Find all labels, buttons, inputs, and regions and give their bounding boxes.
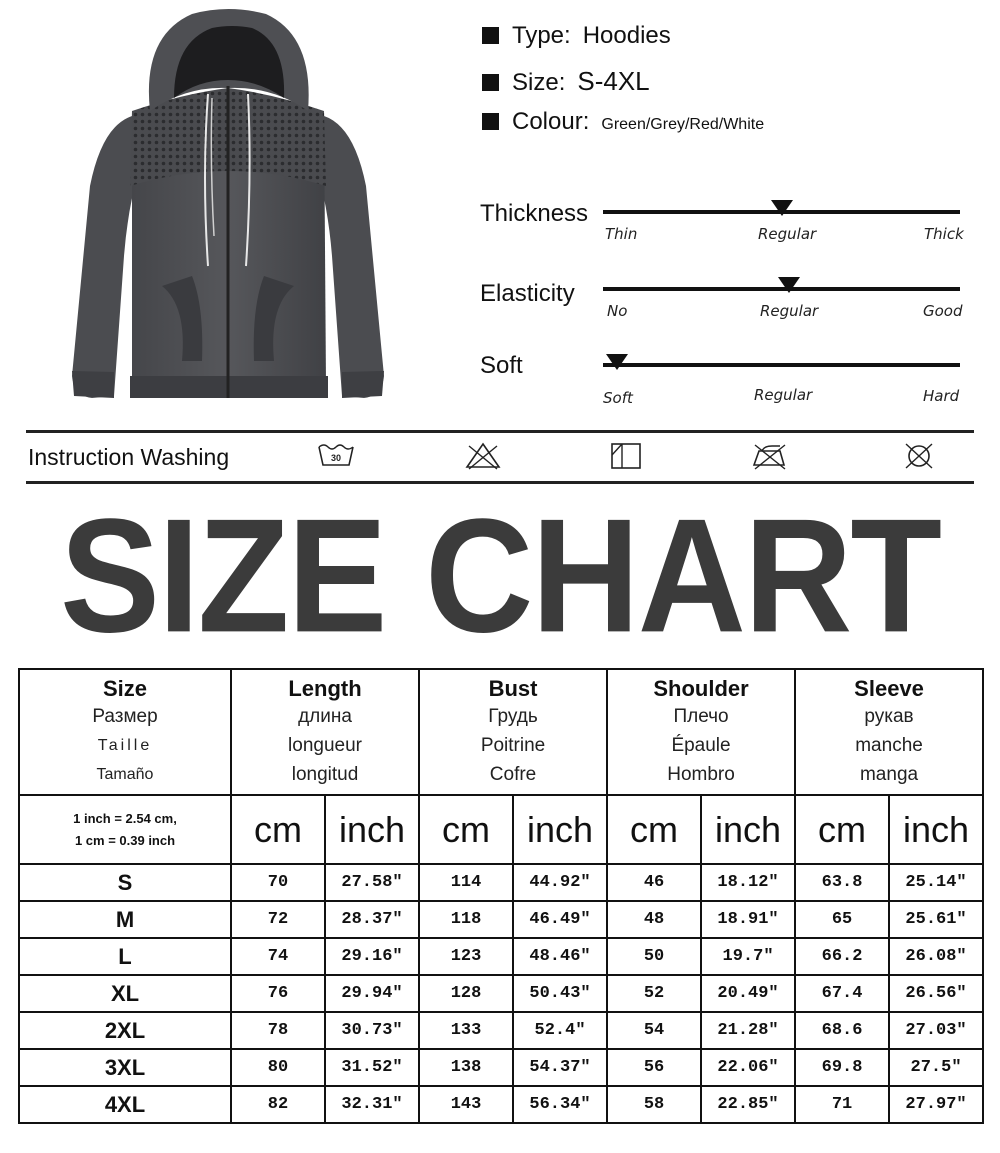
header-length-en: Length	[288, 676, 362, 701]
bullet-square-icon	[482, 113, 499, 130]
table-row	[19, 864, 983, 901]
measurement-cell: 65	[795, 901, 889, 938]
header-bust-ru: Грудь	[488, 706, 538, 727]
measurement-cell: 67.4	[795, 975, 889, 1012]
size-label-cell: L	[19, 938, 231, 975]
unit-conversion-note	[19, 795, 231, 864]
measurement-cell: 66.2	[795, 938, 889, 975]
measurement-cell: 27.97"	[889, 1086, 983, 1123]
thickness-mid-label: Regular	[758, 225, 817, 243]
measurement-cell: 22.06"	[701, 1049, 795, 1086]
soft-high-label: Hard	[923, 387, 960, 405]
measurement-cell: 31.52"	[325, 1049, 419, 1086]
size-chart-table	[18, 668, 984, 1124]
measurement-cell: 123	[419, 938, 513, 975]
spec-size-label: Size:	[512, 69, 566, 96]
measurement-cell: 63.8	[795, 864, 889, 901]
header-sleeve-ru: рукав	[864, 706, 914, 727]
measurement-cell: 72	[231, 901, 325, 938]
measurement-cell: 118	[419, 901, 513, 938]
table-row	[19, 901, 983, 938]
dry-flat-icon	[606, 441, 646, 471]
table-row	[19, 1012, 983, 1049]
measurement-cell: 26.56"	[889, 975, 983, 1012]
conversion-inch-to-cm: 1 inch = 2.54 cm,	[73, 810, 177, 826]
header-size-ru: Размер	[92, 706, 158, 727]
thickness-high-label: Thick	[924, 225, 964, 243]
measurement-cell: 70	[231, 864, 325, 901]
spec-size	[482, 66, 650, 97]
measurement-cell: 32.31"	[325, 1086, 419, 1123]
header-sleeve-fr: manche	[855, 735, 923, 756]
measurement-cell: 56	[607, 1049, 701, 1086]
soft-scale-line	[603, 363, 960, 367]
header-size-es: Tamaño	[96, 766, 154, 783]
bullet-square-icon	[482, 74, 499, 91]
measurement-cell: 30.73"	[325, 1012, 419, 1049]
size-label-cell: S	[19, 864, 231, 901]
measurement-cell: 25.14"	[889, 864, 983, 901]
conversion-cm-to-inch: 1 cm = 0.39 inch	[74, 832, 176, 848]
header-sleeve-es: manga	[859, 764, 919, 785]
header-shoulder-en: Shoulder	[653, 676, 749, 701]
measurement-cell: 68.6	[795, 1012, 889, 1049]
measurement-cell: 25.61"	[889, 901, 983, 938]
header-length	[231, 669, 419, 795]
measurement-cell: 48	[607, 901, 701, 938]
measurement-cell: 26.08"	[889, 938, 983, 975]
measurement-cell: 54.37"	[513, 1049, 607, 1086]
unit-cell: inch	[513, 795, 607, 864]
measurement-cell: 80	[231, 1049, 325, 1086]
measurement-cell: 74	[231, 938, 325, 975]
table-row	[19, 1086, 983, 1123]
elasticity-low-label: No	[607, 302, 628, 320]
spec-type-label: Type:	[512, 22, 571, 49]
thickness-low-label: Thin	[605, 225, 638, 243]
spec-type	[482, 22, 671, 50]
measurement-cell: 71	[795, 1086, 889, 1123]
measurement-cell: 27.58"	[325, 864, 419, 901]
thickness-title: Thickness	[480, 200, 589, 227]
spec-colour	[482, 108, 764, 136]
measurement-cell: 46	[607, 864, 701, 901]
bullet-square-icon	[482, 27, 499, 44]
size-label-cell: 2XL	[19, 1012, 231, 1049]
unit-cell: cm	[607, 795, 701, 864]
table-units-row	[19, 795, 983, 864]
header-shoulder-fr: Épaule	[671, 735, 731, 756]
header-size-en: Size	[102, 676, 148, 701]
measurement-cell: 18.12"	[701, 864, 795, 901]
washing-label: Instruction Washing	[28, 444, 230, 470]
header-length-es: longitud	[291, 764, 359, 785]
unit-cell: cm	[419, 795, 513, 864]
header-length-ru: длина	[298, 706, 352, 727]
wash-temp-text: 30	[330, 453, 342, 463]
measurement-cell: 133	[419, 1012, 513, 1049]
header-shoulder	[607, 669, 795, 795]
elasticity-title: Elasticity	[480, 280, 575, 307]
header-sleeve	[795, 669, 983, 795]
measurement-cell: 27.5"	[889, 1049, 983, 1086]
measurement-cell: 21.28"	[701, 1012, 795, 1049]
measurement-cell: 54	[607, 1012, 701, 1049]
washing-instructions-bar	[26, 430, 974, 484]
size-label-cell: M	[19, 901, 231, 938]
elasticity-mid-label: Regular	[760, 302, 819, 320]
header-bust-fr: Poitrine	[480, 735, 546, 756]
measurement-cell: 69.8	[795, 1049, 889, 1086]
measurement-cell: 82	[231, 1086, 325, 1123]
measurement-cell: 52.4"	[513, 1012, 607, 1049]
wash-30-icon	[316, 441, 356, 471]
header-shoulder-es: Hombro	[667, 764, 735, 785]
no-bleach-icon	[463, 441, 503, 471]
measurement-cell: 28.37"	[325, 901, 419, 938]
spec-colour-value: Green/Grey/Red/White	[601, 116, 765, 133]
spec-size-value: S-4XL	[577, 66, 650, 96]
elasticity-high-label: Good	[923, 302, 963, 320]
size-label-cell: 4XL	[19, 1086, 231, 1123]
soft-level-marker	[606, 354, 628, 370]
size-label-cell: XL	[19, 975, 231, 1012]
measurement-cell: 138	[419, 1049, 513, 1086]
unit-cell: inch	[889, 795, 983, 864]
header-shoulder-ru: Плечо	[673, 706, 729, 727]
soft-mid-label: Regular	[754, 386, 813, 404]
table-header-row	[19, 669, 983, 795]
measurement-cell: 114	[419, 864, 513, 901]
measurement-cell: 46.49"	[513, 901, 607, 938]
size-chart-title: SIZE CHART	[60, 484, 940, 666]
measurement-cell: 56.34"	[513, 1086, 607, 1123]
measurement-cell: 44.92"	[513, 864, 607, 901]
unit-cell: cm	[231, 795, 325, 864]
spec-type-value: Hoodies	[582, 22, 671, 49]
measurement-cell: 128	[419, 975, 513, 1012]
soft-low-label: Soft	[603, 389, 633, 407]
header-bust-en: Bust	[488, 676, 538, 701]
hoodie-product-image	[62, 6, 392, 426]
measurement-cell: 20.49"	[701, 975, 795, 1012]
header-size-fr: Taille	[97, 737, 153, 754]
measurement-cell: 52	[607, 975, 701, 1012]
header-size	[19, 669, 231, 795]
unit-cell: inch	[701, 795, 795, 864]
elasticity-level-marker	[778, 277, 800, 293]
table-row	[19, 975, 983, 1012]
no-dry-clean-icon	[899, 441, 939, 471]
header-sleeve-en: Sleeve	[854, 676, 924, 701]
header-length-fr: longueur	[288, 735, 362, 756]
measurement-cell: 29.94"	[325, 975, 419, 1012]
no-iron-icon	[750, 441, 790, 471]
measurement-cell: 58	[607, 1086, 701, 1123]
measurement-cell: 78	[231, 1012, 325, 1049]
measurement-cell: 27.03"	[889, 1012, 983, 1049]
measurement-cell: 76	[231, 975, 325, 1012]
table-row	[19, 1049, 983, 1086]
unit-cell: inch	[325, 795, 419, 864]
soft-title: Soft	[480, 352, 523, 379]
unit-cell: cm	[795, 795, 889, 864]
measurement-cell: 18.91"	[701, 901, 795, 938]
measurement-cell: 50	[607, 938, 701, 975]
measurement-cell: 48.46"	[513, 938, 607, 975]
size-label-cell: 3XL	[19, 1049, 231, 1086]
thickness-level-marker	[771, 200, 793, 216]
measurement-cell: 22.85"	[701, 1086, 795, 1123]
measurement-cell: 50.43"	[513, 975, 607, 1012]
measurement-cell: 19.7"	[701, 938, 795, 975]
header-bust-es: Cofre	[489, 764, 537, 785]
spec-colour-label: Colour:	[512, 108, 590, 135]
measurement-cell: 143	[419, 1086, 513, 1123]
table-row	[19, 938, 983, 975]
measurement-cell: 29.16"	[325, 938, 419, 975]
header-bust	[419, 669, 607, 795]
